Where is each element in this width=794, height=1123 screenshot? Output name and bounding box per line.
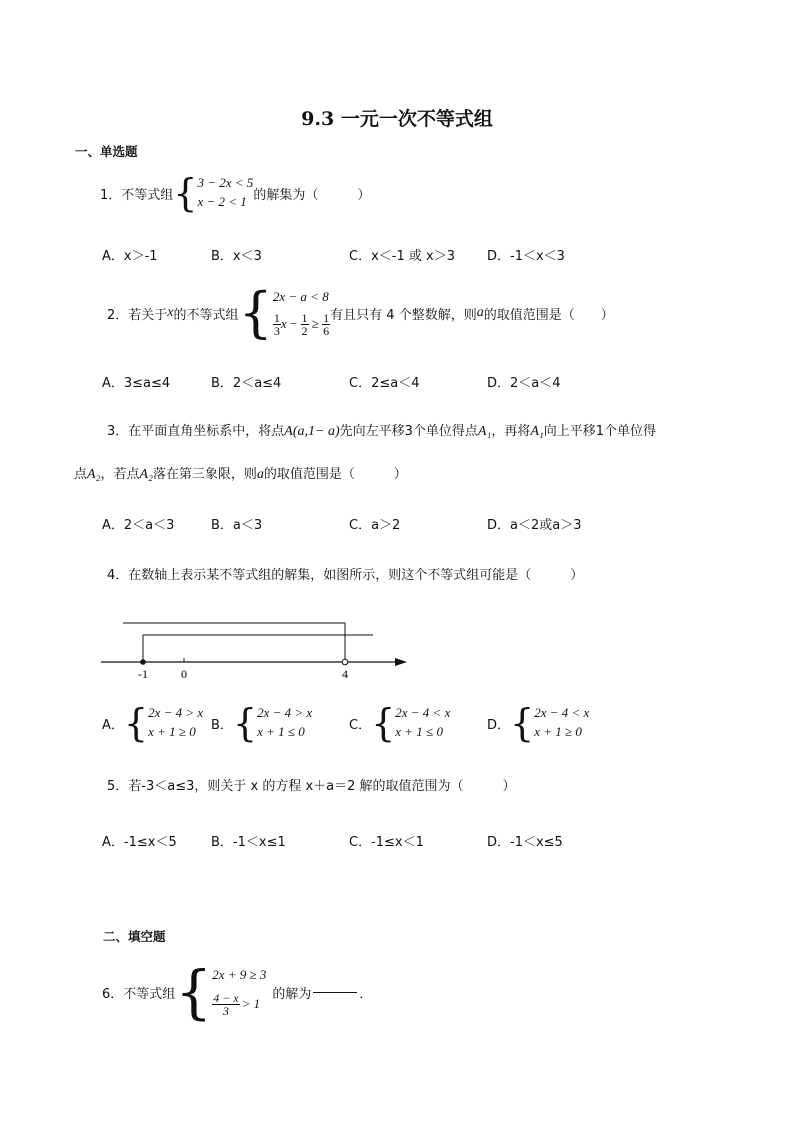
math-expression: A₂ [87, 467, 101, 482]
system-line-fraction [212, 992, 266, 1018]
system-line: x − 2 < 1 [197, 194, 247, 210]
math-expression: a [256, 467, 264, 482]
fraction [212, 992, 239, 1018]
option-d[interactable]: D．2＜a＜4 [487, 376, 561, 391]
option-c[interactable]: C．x＜-1 或 x＞3 [349, 249, 455, 264]
option-label: B． [211, 717, 233, 733]
system-line-fractions: $\frac{1}{3}$ x − $\frac{1}{2}$ ≥ $\frac{1}{6}$ [273, 310, 330, 339]
section-heading-fill-in: 二、填空题 [103, 929, 166, 944]
option-c[interactable]: C．-1≤x＜1 [349, 835, 424, 850]
brace-icon: { [173, 171, 198, 215]
option-c[interactable]: C．2≤a＜4 [349, 376, 420, 391]
question-number: 6． [102, 986, 124, 1002]
fraction-numerator: 4 − x [213, 990, 239, 1005]
brace-icon: { [371, 701, 396, 745]
section-heading-single-choice: 一、单选题 [75, 144, 138, 159]
number-line-figure [95, 615, 415, 687]
system-line: x + 1 ≤ 0 [257, 724, 305, 740]
open-dot [342, 659, 348, 665]
arrow-icon [395, 658, 407, 666]
option-a[interactable]: A．-1≤x＜5 [102, 835, 177, 850]
question-2 [107, 281, 614, 344]
system-lines [148, 704, 203, 742]
system-line: 2x − 4 > x [257, 705, 313, 721]
inequality-system [232, 701, 313, 745]
tick-label: 0 [181, 667, 187, 681]
answer-blank[interactable] [313, 992, 357, 993]
math-expression: A(a,1− a) [284, 424, 340, 439]
system-line: 2x − 4 < x [534, 705, 590, 721]
question-number: 1． [100, 187, 122, 203]
fraction: $\frac{1}{2}$ [301, 310, 308, 339]
question-text: 的不等式组 [173, 307, 239, 323]
system-line: 3 − 2x < 5 [197, 175, 254, 191]
option-b[interactable]: B．x＜3 [211, 249, 262, 264]
option-d[interactable] [487, 701, 590, 745]
page-title: 9.3 一元一次不等式组 [301, 108, 493, 130]
inequality-system [175, 958, 267, 1026]
question-text: 不等式组 [121, 187, 174, 203]
question-number: 2． [107, 307, 129, 323]
system-line: x + 1 ≤ 0 [395, 724, 443, 740]
brace-icon: { [123, 701, 149, 745]
option-b[interactable]: B．-1＜x≤1 [211, 835, 286, 850]
inequality-system [173, 171, 254, 215]
relation: > 1 [241, 996, 261, 1012]
inequality-system [123, 701, 204, 745]
system-line: 2x − a < 8 [272, 289, 329, 305]
system-line: 2x + 9 ≥ 3 [212, 967, 267, 983]
question-text: 若关于 [128, 307, 168, 323]
question-text: 3．在平面直角坐标系中，将点 [107, 424, 285, 439]
question-text: ，再将 [491, 424, 531, 439]
system-lines [257, 704, 312, 742]
inequality-system [371, 701, 451, 745]
closed-dot [140, 659, 146, 665]
question-1 [100, 171, 371, 215]
option-label: D． [487, 717, 511, 733]
question-text: 有且只有 4 个整数解，则 [330, 307, 477, 323]
system-lines [197, 174, 253, 212]
variable: x [167, 305, 174, 320]
question-text: 向上平移1个单位得 [543, 424, 657, 439]
option-a[interactable] [102, 701, 204, 745]
fraction: $\frac{1}{6}$ [323, 310, 330, 339]
question-text: 的解为 [272, 986, 312, 1002]
question-text: 的取值范围是（ ） [263, 467, 407, 482]
brace-icon: { [175, 958, 213, 1026]
option-b[interactable] [211, 701, 313, 745]
brace-icon: { [510, 701, 535, 745]
question-text: 点 [74, 467, 88, 482]
question-text: 的取值范围是（ ） [483, 307, 614, 323]
option-d[interactable]: D．-1＜x＜3 [487, 249, 565, 264]
math-expression: A₁ [477, 424, 492, 439]
system-lines [273, 286, 330, 340]
brace-icon: { [238, 281, 273, 344]
brace-icon: { [232, 701, 258, 745]
option-d[interactable]: D．-1＜x≤5 [487, 835, 563, 850]
option-d[interactable]: D．a＜2或a＞3 [487, 518, 582, 533]
question-text: ． [359, 986, 373, 1002]
option-a[interactable]: A．x＞-1 [102, 249, 158, 264]
tick-label: 4 [342, 667, 348, 681]
question-text: 不等式组 [123, 986, 176, 1002]
option-b[interactable]: B．a＜3 [211, 518, 263, 533]
fraction-denominator: 3 [222, 1004, 229, 1019]
system-line: 2x − 4 > x [148, 705, 204, 721]
fraction: $\frac{1}{3}$ [273, 310, 280, 339]
variable: a [476, 305, 484, 320]
question-text: ，若点 [100, 467, 140, 482]
math-expression: A₂ [139, 467, 153, 482]
system-line: x + 1 ≥ 0 [534, 724, 582, 740]
option-label: C． [349, 717, 372, 733]
system-line: x + 1 ≥ 0 [148, 724, 196, 740]
inequality-system [238, 281, 331, 344]
inequality-system [510, 701, 590, 745]
option-b[interactable]: B．2＜a≤4 [211, 376, 282, 391]
question-3-line-1 [107, 420, 656, 440]
system-lines [534, 704, 589, 742]
question-5: 5．若-3＜a≤3，则关于 x 的方程 x＋a＝2 解的取值范围为（ ） [107, 779, 516, 794]
question-text: 先向左平移3个单位得点 [339, 424, 478, 439]
option-c[interactable]: C．a＞2 [349, 518, 401, 533]
tick-label: -1 [138, 667, 148, 681]
question-text: 的解集为（ ） [253, 187, 371, 203]
option-a[interactable]: A．2＜a＜3 [102, 518, 175, 533]
question-3-line-2 [74, 463, 407, 483]
option-c[interactable] [349, 701, 451, 745]
option-label: A． [102, 717, 124, 733]
option-a[interactable]: A．3≤a≤4 [102, 376, 171, 391]
system-lines [395, 704, 450, 742]
math-expression: A₁ [530, 424, 544, 439]
question-6 [102, 958, 373, 1026]
question-text: 落在第三象限，则 [152, 467, 257, 482]
question-4: 4．在数轴上表示某不等式组的解集，如图所示，则这个不等式组可能是（ ） [107, 568, 584, 583]
system-line: 2x − 4 < x [395, 705, 451, 721]
system-lines [212, 963, 266, 1021]
